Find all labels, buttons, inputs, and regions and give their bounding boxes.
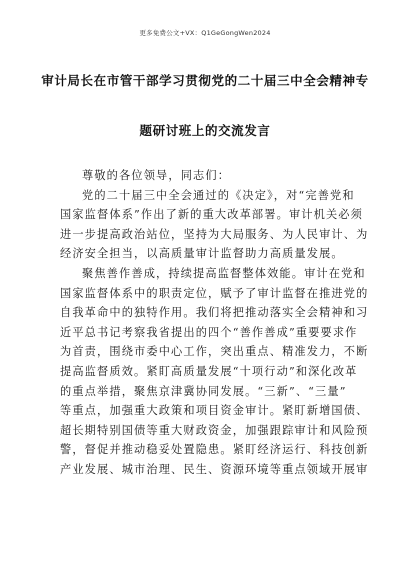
body-line: 国家监督体系中的职责定位，赋予了审计监督在推进党的 [60,286,369,300]
document-title-line-2: 题研讨班上的交流发言 [139,123,271,138]
body-line: 国家监督体系”作出了新的重大改革部署。审计机关必须 [60,208,363,222]
body-line: 经济安全担当，以高质量审计监督助力高质量发展。 [60,247,344,261]
body-line: 产业发展、城市治理、民生、资源环境等重点领域开展审 [60,462,369,476]
body-line: 进一步提高政治站位，坚持为大局服务、为人民审计、为 [60,227,369,241]
body-line: 的重点举措，聚焦京津冀协同发展。“三新”、“三量” [60,384,347,398]
body-line: 党的二十届三中全会通过的《决定》，对“完善党和 [82,188,355,202]
body-line: 警，督促并推动稳妥处置隐患。紧盯经济运行、科技创新 [60,443,369,457]
document-body [60,166,369,480]
header-note: 更多免费公文+VX：Q1GeGongWen2024 [139,29,271,37]
body-line: 等重点，加强重大政策和项目资金审计。紧盯新增国债、 [60,404,369,418]
body-line: 为首责，围绕市委中心工作，突出重点、精准发力，不断 [60,345,369,359]
body-line: 自我革命中的独特作用。我们将把推动落实全会精神和习 [60,306,369,320]
body-line: 提高监督质效。紧盯高质量发展“十项行动”和深化改革 [60,364,358,378]
body-line: 聚焦善作善成，持续提高监督整体效能。审计在党和 [82,266,366,280]
document-title-line-1: 审计局长在市管干部学习贯彻党的二十届三中全会精神专 [41,73,369,88]
salutation: 尊敬的各位领导，同志们： [82,169,231,182]
body-line: 超长期特别国债等重大财政资金，加强跟踪审计和风险预 [60,423,369,437]
body-line: 近平总书记考察我省提出的四个“善作善成”重要要求作 [60,325,358,339]
